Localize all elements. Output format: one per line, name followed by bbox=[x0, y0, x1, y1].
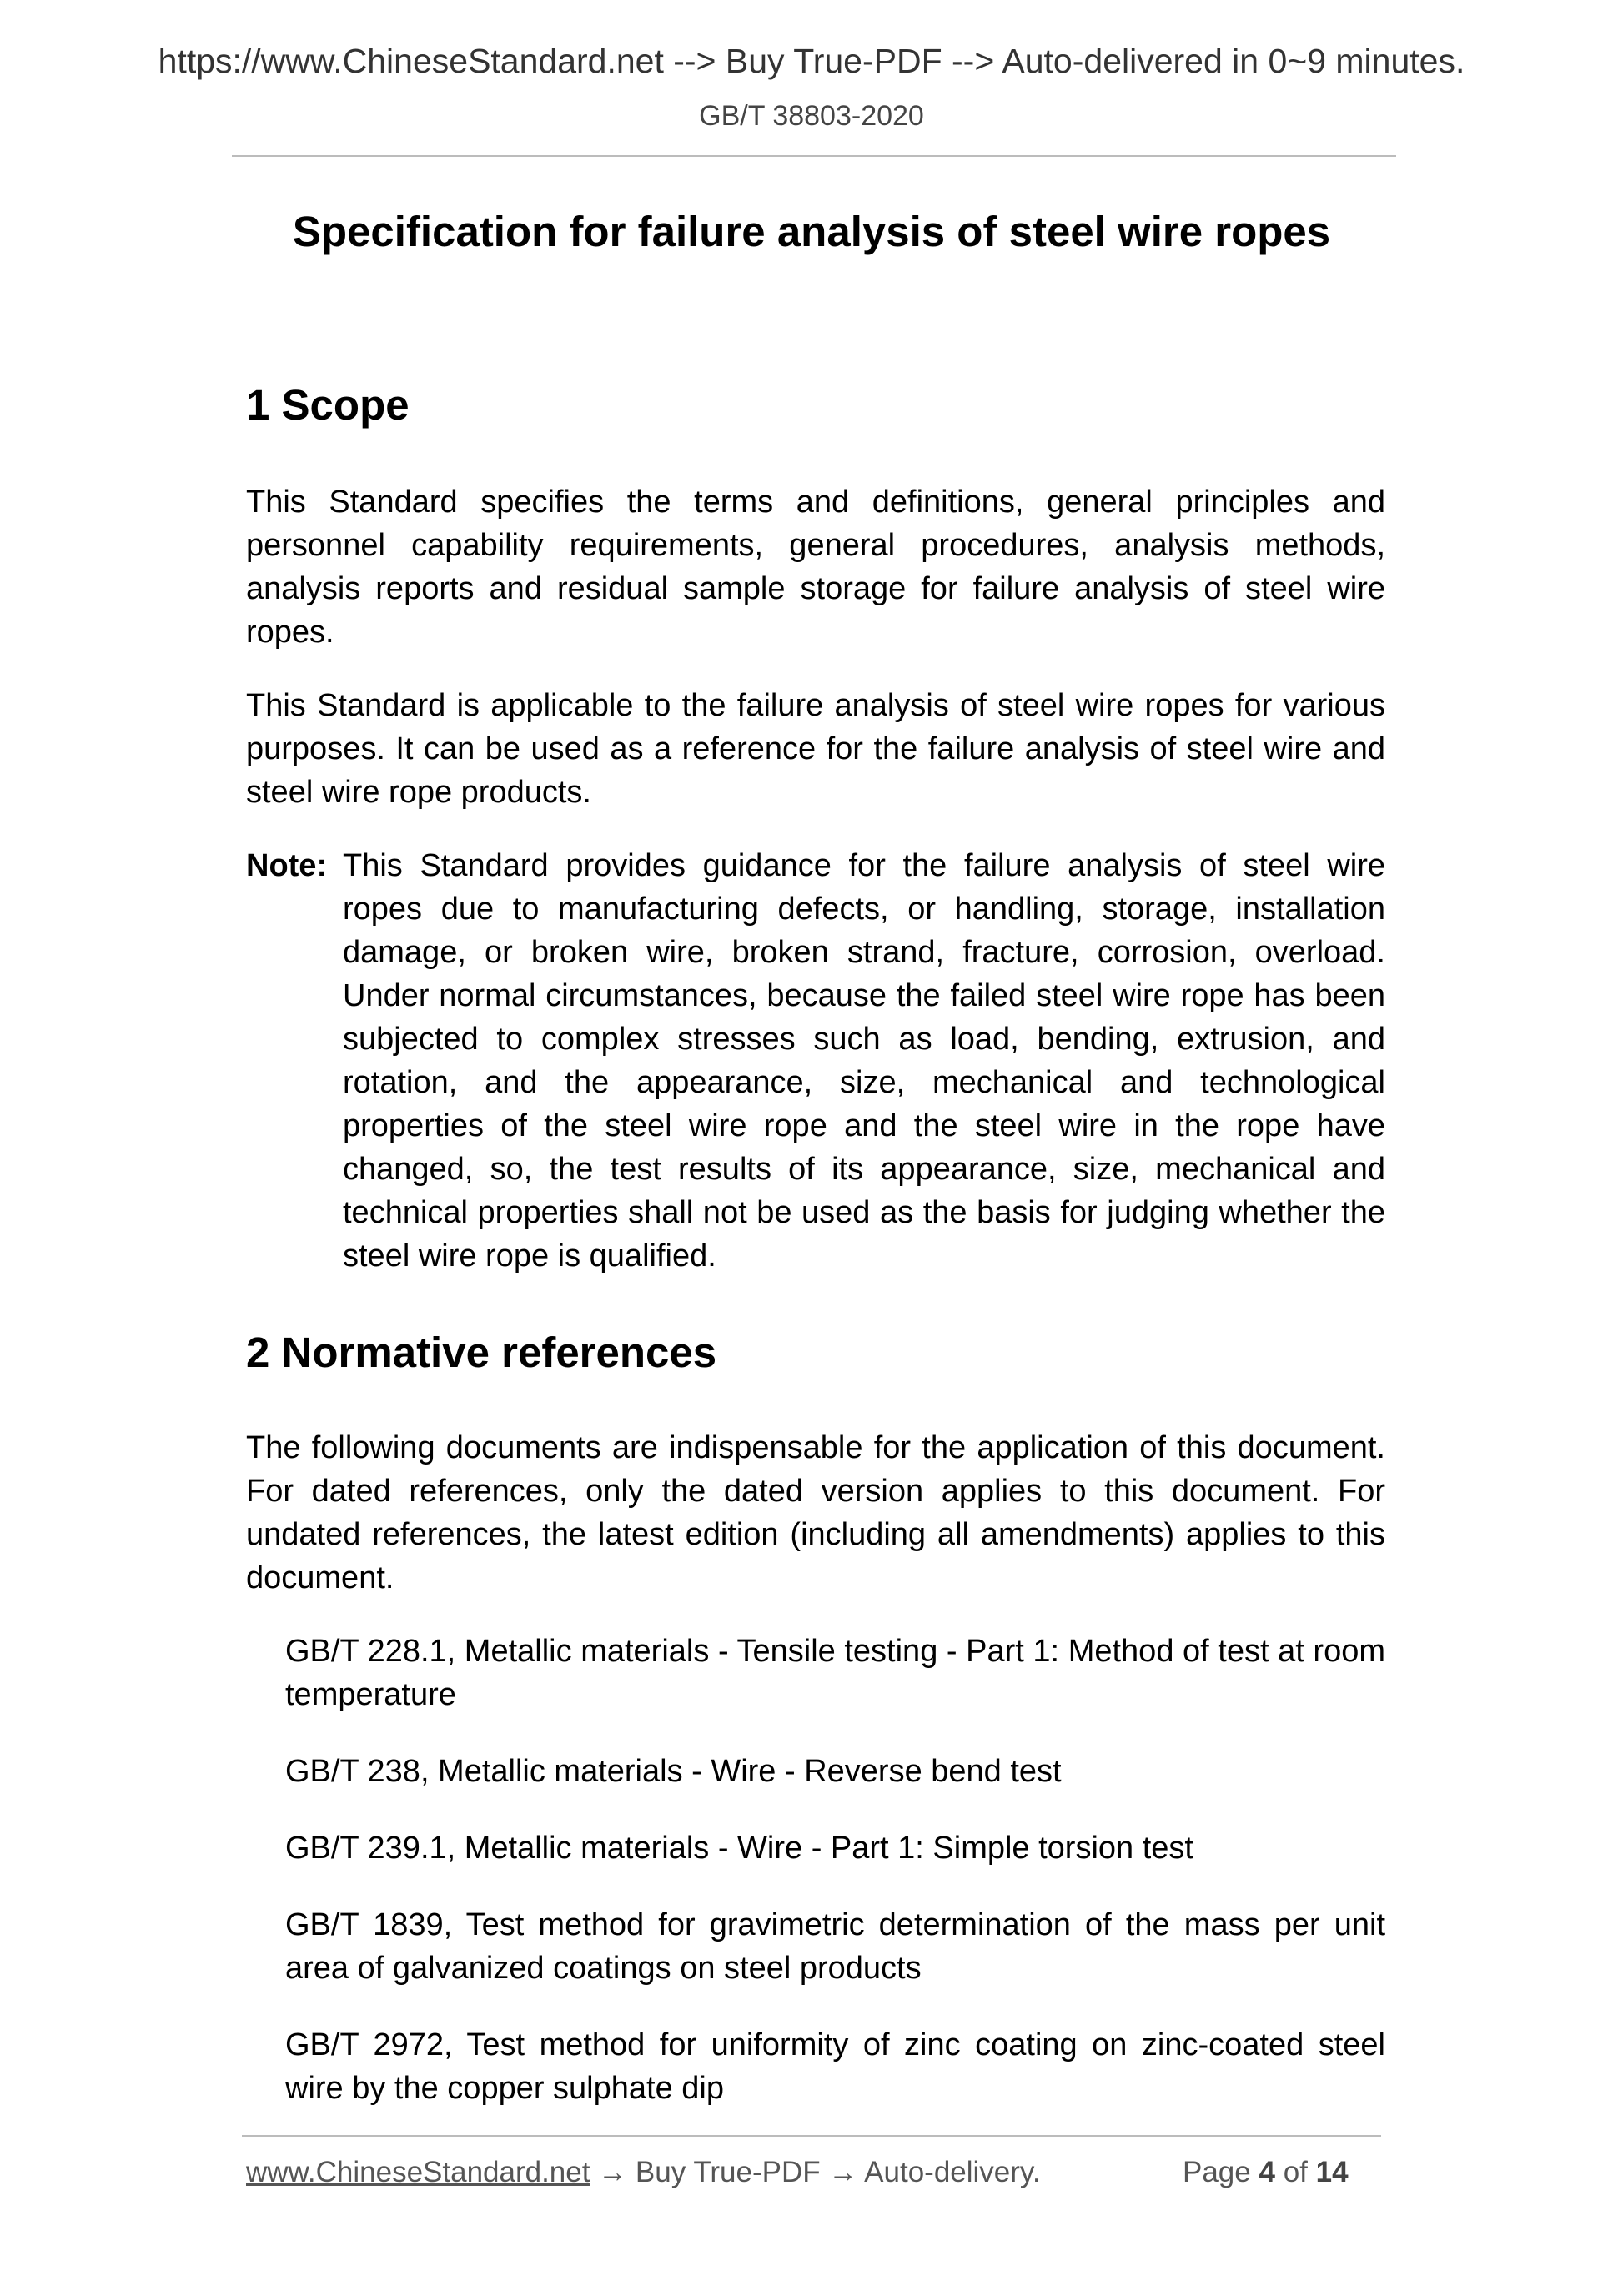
reference-item: GB/T 239.1, Metallic materials - Wire - Part 1: Simple torsion test bbox=[285, 1831, 1193, 1866]
standard-code: GB/T 38803-2020 bbox=[699, 100, 924, 132]
normative-intro: The following documents are indispensable for the application of this document. For dated references, only the dated version applies to this document. For undated references, the latest edition (including all amendments) applies to this document. bbox=[246, 1430, 1385, 1595]
top-banner: https://www.ChineseStandard.net --> Buy True-PDF --> Auto-delivered in 0~9 minutes. bbox=[158, 42, 1465, 80]
scope-paragraph-2: This Standard is applicable to the failure analysis of steel wire ropes for various purposes. It can be used as a reference for the failure analysis of steel wire and steel wire rope products. bbox=[246, 688, 1385, 810]
note-label: Note: bbox=[246, 848, 328, 883]
section-heading-scope: 1 Scope bbox=[246, 381, 410, 429]
reference-item: GB/T 238, Metallic materials - Wire - Reverse bend test bbox=[285, 1754, 1062, 1789]
footer-website-link[interactable]: www.ChineseStandard.net bbox=[246, 2156, 590, 2188]
footer-left bbox=[246, 2156, 1041, 2189]
page-of: of bbox=[1283, 2156, 1308, 2188]
reference-item: GB/T 228.1, Metallic materials - Tensile testing - Part 1: Method of test at room temperature bbox=[285, 1634, 1385, 1712]
page-current: 4 bbox=[1259, 2156, 1275, 2188]
section-heading-normative-references: 2 Normative references bbox=[246, 1329, 717, 1376]
page-total: 14 bbox=[1315, 2156, 1349, 2188]
footer-tagline: → Buy True-PDF → Auto-delivery. bbox=[590, 2156, 1041, 2188]
footer-divider bbox=[242, 2135, 1381, 2137]
scope-note bbox=[246, 844, 1385, 1278]
page-indicator bbox=[1183, 2156, 1349, 2189]
reference-item: GB/T 1839, Test method for gravimetric determination of the mass per unit area of galvanized coatings on steel products bbox=[285, 1907, 1385, 1986]
scope-paragraph-1: This Standard specifies the terms and definitions, general principles and personnel capability requirements, general procedures, analysis methods, analysis reports and residual sample storage for failure analysis of steel wire ropes. bbox=[246, 485, 1385, 650]
page-label: Page bbox=[1183, 2156, 1251, 2188]
document-title: Specification for failure analysis of steel wire ropes bbox=[292, 208, 1331, 255]
header-divider bbox=[232, 155, 1396, 157]
note-text: This Standard provides guidance for the failure analysis of steel wire ropes due to manufacturing defects, or handling, storage, installation damage, or broken wire, broken strand, fracture, corrosion, overload. Under normal circumstances, because the failed steel wire rope has been subjected to complex stresses such as load, bending, extrusion, and rotation, and the appearance, size, mechanical and technological properties of the steel wire rope and the steel wire in the rope have changed, so, the test results of its appearance, size, mechanical and technical properties shall not be used as the basis for judging whether the steel wire rope is qualified. bbox=[343, 848, 1385, 1274]
reference-item: GB/T 2972, Test method for uniformity of zinc coating on zinc-coated steel wire by the copper sulphate dip bbox=[285, 2027, 1385, 2106]
